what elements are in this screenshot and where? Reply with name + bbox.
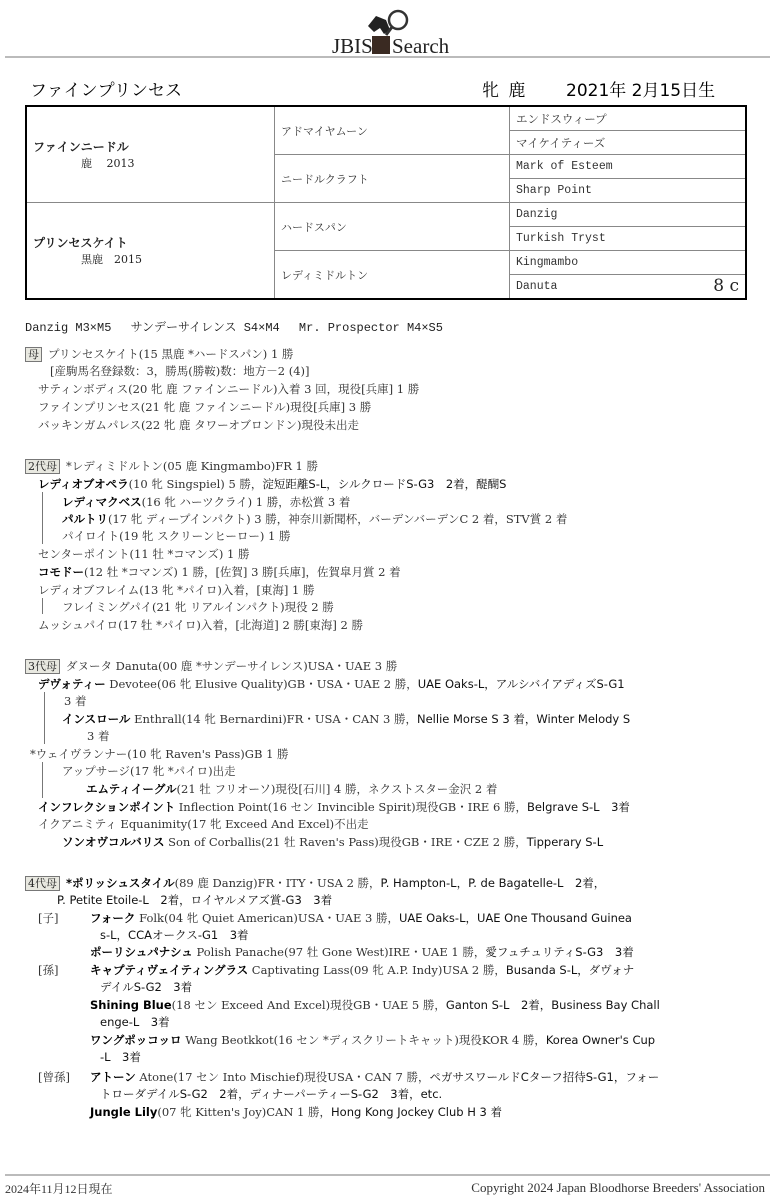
- pedigree-g3[interactable]: マイケイティーズ: [510, 131, 747, 155]
- horse-races: P. Hampton-L，P. de Bagatelle-L 2着，: [380, 876, 606, 890]
- horse-detail: (17 牝 ディープインパクト) 3 勝，神奈川新聞杯，バーデンバーデンC 2 着，STV賞 2 着: [108, 512, 568, 526]
- continuation: -L 3着: [100, 1050, 141, 1064]
- g3dam-name[interactable]: ダヌータ Danuta(00 鹿 *サンデーサイレンス)USA・UAE 3 勝: [66, 659, 398, 673]
- continuation: トローダデイルS-G2 2着，ディナーパーティーS-G2 3着，etc.: [100, 1087, 443, 1101]
- list-item[interactable]: [38, 799, 630, 815]
- horse-name-bold: レディマクベス: [62, 495, 142, 509]
- list-item[interactable]: [90, 944, 634, 960]
- horse-name-bold: Shining Blue: [90, 998, 172, 1012]
- list-item[interactable]: *ウェイヴランナー(10 牝 Raven's Pass)GB 1 勝: [30, 747, 289, 761]
- pedigree-g3[interactable]: Danzig: [510, 203, 747, 227]
- horse-races: Korea Owner's Cup: [545, 1033, 656, 1047]
- pedigree-g2[interactable]: アドマイヤムーン: [275, 106, 510, 155]
- pedigree-table: [25, 105, 747, 300]
- pedigree-dam[interactable]: [26, 203, 275, 300]
- horse-name-bold: デヴォティー: [38, 677, 106, 691]
- horse-name-bold: エムティイーグル: [86, 782, 177, 796]
- footer-divider: [5, 1174, 770, 1176]
- g4dam-head[interactable]: [25, 875, 605, 891]
- continuation: s-L，CCAオークス-G1 3着: [100, 928, 249, 942]
- g3dam-head: [25, 658, 397, 674]
- horse-races: ペガサスワールドCターフ招待S-G1，フォー: [429, 1070, 660, 1084]
- dam-head: [25, 346, 293, 362]
- list-item[interactable]: パイロイト(19 牝 スクリーンヒーロー) 1 勝: [62, 529, 291, 543]
- horse-races: Hong Kong Jockey Club H 3 着: [331, 1105, 502, 1119]
- horse-name-bold: コモドー: [38, 565, 84, 579]
- dam-stats: [産駒馬名登録数：3，勝馬(勝鞍)数：地方－2 (4)]: [50, 364, 310, 378]
- horse-sex-color: 牝 鹿: [482, 81, 528, 101]
- continuation: enge-L 3着: [100, 1015, 170, 1029]
- list-item[interactable]: センターポイント(11 牡 *コマンズ) 1 勝: [38, 547, 250, 561]
- continuation: 3 着: [87, 729, 110, 743]
- pedigree-g3[interactable]: Sharp Point: [510, 179, 747, 203]
- horse-name-bold: インフレクションポイント: [38, 800, 176, 814]
- horse-detail: Enthrall(14 牝 Bernardini)FR・USA・CAN 3 勝，: [130, 712, 417, 726]
- list-item[interactable]: [90, 1032, 655, 1048]
- horse-races: 愛フュチュリティS-G3 3着: [485, 945, 634, 959]
- list-item[interactable]: ファインプリンセス(21 牝 鹿 ファインニードル)現役[兵庫] 3 勝: [38, 400, 372, 414]
- pedigree-g2[interactable]: ハードスパン: [275, 203, 510, 251]
- pedigree-g2[interactable]: レディミドルトン: [275, 251, 510, 300]
- horse-name-bold: レディオブオペラ: [38, 477, 129, 491]
- horse-name-bold: ソンオヴコルバリス: [62, 835, 165, 849]
- pedigree-g3[interactable]: Mark of Esteem: [510, 155, 747, 179]
- horse-name-bold: Jungle Lily: [90, 1105, 158, 1119]
- continuation: デイルS-G2 3着: [100, 980, 193, 994]
- inbreeding-info: Danzig M3×M5 サンデーサイレンス S4×M4 Mr. Prospector M4×S5: [25, 321, 443, 335]
- pedigree-g3[interactable]: Turkish Tryst: [510, 227, 747, 251]
- pedigree-g3-name: Danuta: [516, 280, 558, 293]
- dam-name: プリンセスケイト: [33, 236, 128, 250]
- g2dam-name[interactable]: *レディミドルトン(05 鹿 Kingmambo)FR 1 勝: [66, 459, 319, 473]
- tree-line: [42, 762, 43, 798]
- family-number: 8 c: [713, 276, 739, 296]
- as-of-date: 2024年11月12日現在: [5, 1182, 113, 1196]
- pedigree-g3-with-family[interactable]: [510, 275, 747, 300]
- horse-name-bold: フォーク: [90, 911, 136, 925]
- horse-detail: (07 牝 Kitten's Joy)CAN 1 勝，: [157, 1105, 332, 1119]
- continuation: P. Petite Etoile-L 2着，ロイヤルメアズ賞-G3 3着: [57, 893, 333, 907]
- horse-title: [30, 76, 745, 102]
- horse-races: Tipperary S-L: [526, 835, 604, 849]
- horse-races: Ganton S-L 2着，Business Bay Chall: [445, 998, 660, 1012]
- horse-name-bold: パルトリ: [62, 512, 108, 526]
- badge-g2dam: 2代母: [25, 459, 60, 474]
- horse-detail: Wang Beotkkot(16 セン *ディスクリートキャット)現役KOR 4 勝，: [181, 1033, 546, 1047]
- copyright: Copyright 2024 Japan Bloodhorse Breeders' Association: [471, 1180, 765, 1195]
- tag-grandchild: [孫]: [38, 963, 59, 977]
- list-item[interactable]: [90, 1104, 502, 1120]
- pedigree-sire[interactable]: [26, 106, 275, 203]
- badge-dam: 母: [25, 347, 42, 362]
- horse-races: Busanda S-L，ダヴォナ: [505, 963, 635, 977]
- pedigree-g2[interactable]: ニードルクラフト: [275, 155, 510, 203]
- horse-races: UAE Oaks-L，UAE One Thousand Guinea: [398, 911, 632, 925]
- horse-detail: (18 セン Exceed And Excel)現役GB・UAE 5 勝，: [171, 998, 446, 1012]
- list-item[interactable]: [38, 676, 625, 692]
- sire-info: 鹿 2013: [81, 157, 135, 170]
- horse-detail: Polish Panache(97 牡 Gone West)IRE・UAE 1 勝，: [192, 945, 486, 959]
- list-item[interactable]: イクアニミティ Equanimity(17 牝 Exceed And Excel)不出走: [38, 817, 369, 831]
- horse-races: UAE Oaks-L，アルシバイアディズS-G1: [417, 677, 625, 691]
- horse-detail: (16 牝 ハーツクライ) 1 勝，赤松賞 3 着: [141, 495, 351, 509]
- list-item[interactable]: フレイミングパイ(21 牝 リアルインパクト)現役 2 勝: [62, 600, 334, 614]
- tag-child: [子]: [38, 911, 59, 925]
- horse-detail: Inflection Point(16 セン Invincible Spirit)現役GB・IRE 6 勝，: [175, 800, 527, 814]
- horse-name-bold: *ポリッシュスタイル: [66, 876, 175, 890]
- tree-line: [44, 692, 45, 744]
- list-item[interactable]: [38, 476, 506, 492]
- list-item[interactable]: レディオブフレイム(13 牝 *パイロ)入着，[東海] 1 勝: [38, 583, 315, 597]
- horse-name-bold: アトーン: [90, 1070, 136, 1084]
- horse-detail: Son of Corballis(21 牡 Raven's Pass)現役GB・IRE・CZE 2 勝，: [164, 835, 527, 849]
- list-item[interactable]: ムッシュパイロ(17 牡 *パイロ)入着，[北海道] 2 勝[東海] 2 勝: [38, 618, 364, 632]
- horse-detail: Captivating Lass(09 牝 A.P. Indy)USA 2 勝，: [248, 963, 506, 977]
- logo-search: Search: [392, 34, 450, 58]
- horse-races: Belgrave S-L 3着: [526, 800, 630, 814]
- list-item[interactable]: [62, 834, 603, 850]
- tag-great-grandchild: [曾孫]: [38, 1070, 70, 1084]
- horse-name-bold: インスロール: [62, 712, 131, 726]
- continuation: 3 着: [64, 694, 87, 708]
- sire-name: ファインニードル: [33, 140, 129, 154]
- list-item[interactable]: [90, 910, 632, 926]
- g2dam-head: [25, 458, 318, 474]
- jbis-search-logo[interactable]: [328, 6, 458, 56]
- horse-detail: (21 牡 フリオーソ)現役[石川] 4 勝，ネクストスター金沢 2 着: [176, 782, 498, 796]
- list-item[interactable]: [38, 564, 401, 580]
- logo-jbis: JBIS: [332, 34, 373, 58]
- badge-g3dam: 3代母: [25, 659, 60, 674]
- badge-g4dam: 4代母: [25, 876, 60, 891]
- list-item[interactable]: [62, 494, 350, 510]
- header-divider: [5, 56, 770, 58]
- horse-detail: (10 牝 Singspiel) 5 勝，: [128, 477, 263, 491]
- list-item[interactable]: [90, 962, 634, 978]
- pedigree-g3[interactable]: エンドスウィープ: [510, 106, 747, 131]
- list-item[interactable]: [90, 1069, 659, 1085]
- horse-detail: Folk(04 牝 Quiet American)USA・UAE 3 勝，: [135, 911, 399, 925]
- horse-name-bold: ポーリシュパナシュ: [90, 945, 193, 959]
- horse-name-bold: キャプティヴェイティングラス: [90, 963, 249, 977]
- horse-birthdate: 2021年 2月15日生: [566, 81, 716, 101]
- dam-info: 黒鹿 2015: [81, 253, 142, 266]
- tree-line: [42, 598, 43, 614]
- dam-summary[interactable]: プリンセスケイト(15 黒鹿 *ハードスパン) 1 勝: [48, 347, 294, 361]
- list-item[interactable]: サティンボディス(20 牝 鹿 ファインニードル)入着 3 回，現役[兵庫] 1 勝: [38, 382, 420, 396]
- list-item[interactable]: [86, 781, 497, 797]
- horse-detail: Devotee(06 牝 Elusive Quality)GB・USA・UAE 2 勝，: [105, 677, 418, 691]
- list-item[interactable]: アップサージ(17 牝 *パイロ)出走: [62, 764, 236, 778]
- horse-detail: (12 牡 *コマンズ) 1 勝，[佐賀] 3 勝[兵庫]，佐賀皐月賞 2 着: [84, 565, 401, 579]
- tree-line: [42, 492, 43, 544]
- list-item[interactable]: [62, 511, 567, 527]
- list-item[interactable]: [62, 711, 630, 727]
- horse-name: ファインプリンセス: [30, 81, 182, 101]
- list-item[interactable]: バッキンガムパレス(22 牝 鹿 タワーオブロンドン)現役未出走: [38, 418, 360, 432]
- horse-races: Nellie Morse S 3 着，Winter Melody S: [417, 712, 631, 726]
- horse-races: 淀短距離S-L，シルクロードS-G3 2着，醍醐S: [262, 477, 507, 491]
- pedigree-g3[interactable]: Kingmambo: [510, 251, 747, 275]
- list-item[interactable]: [90, 997, 660, 1013]
- horse-detail: (89 鹿 Danzig)FR・ITY・USA 2 勝，: [174, 876, 381, 890]
- horse-detail: Atone(17 セン Into Mischief)現役USA・CAN 7 勝，: [135, 1070, 430, 1084]
- horse-name-bold: ワングポッコッロ: [90, 1033, 182, 1047]
